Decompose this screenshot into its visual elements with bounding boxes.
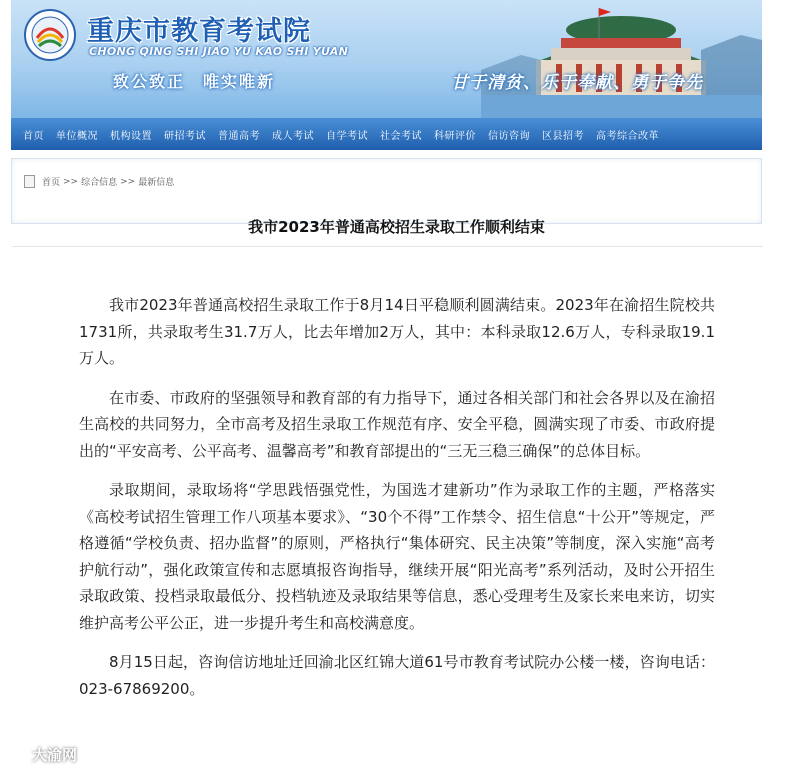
main-nav <box>11 118 762 150</box>
site-subtitle: CHONG QING SHI JIAO YU KAO SHI YUAN <box>89 45 349 58</box>
site-logo[interactable] <box>23 8 77 62</box>
watermark-text: 大渝网 <box>32 746 78 764</box>
nav-adult-exam[interactable]: 成人考试 <box>272 130 314 142</box>
title-divider <box>12 246 763 247</box>
article-paragraph: 8月15日起，咨询信访地址迁回渝北区红锦大道61号市教育考试院办公楼一楼，咨询电话：023-67869200。 <box>79 653 715 698</box>
article-paragraph: 在市委、市政府的坚强领导和教育部的有力指导下，通过各相关部门和社会各界以及在渝招生高校的共同努力，全市高考及招生录取工作规范有序、安全平稳，圆满实现了市委、市政府提出的“平安高考、公平高考、温馨高考”和教育部提出的“三无三稳三确保”的总体目标。 <box>79 388 715 460</box>
nav-graduate-exam[interactable]: 研招考试 <box>164 130 206 142</box>
breadcrumb-separator: >> <box>63 176 79 187</box>
watermark <box>8 744 77 765</box>
nav-unit-overview[interactable]: 单位概况 <box>56 130 98 142</box>
nav-social-exam[interactable]: 社会考试 <box>380 130 422 142</box>
nav-self-study-exam[interactable]: 自学考试 <box>326 130 368 142</box>
article-paragraph: 录取期间，录取场将“学思践悟强党性，为国选才建新功”作为录取工作的主题，严格落实《高校考试招生管理工作八项基本要求》、“30个不得”工作禁令、招生信息“十公开”等规定，严格遵循“学校负责、招办监督”的原则，严格执行“集体研究、民主决策”等制度，深入实施“高考护航行动”，强化政策宣传和志愿填报咨询指导，继续开展“阳光高考”系列活动，及时公开招生录取政策、投档录取最低分、投档轨迹及录取结果等信息，悉心受理考生及家长来电来访，切实维护高考公平公正，进一步提升考生和高校满意度。 <box>79 481 715 632</box>
document-icon <box>24 175 35 188</box>
article-body <box>79 292 715 715</box>
breadcrumb-separator: >> <box>120 176 136 187</box>
watermark-logo-icon <box>8 747 28 763</box>
article-title: 我市2023年普通高校招生录取工作顺利结束 <box>248 218 545 236</box>
motto-right: 甘于清贫、乐于奉献、勇于争先 <box>451 73 703 93</box>
building-illustration <box>481 0 762 118</box>
breadcrumb-latest-info[interactable]: 最新信息 <box>138 178 175 188</box>
nav-home[interactable]: 首页 <box>23 130 44 142</box>
nav-petition[interactable]: 信访咨询 <box>488 130 530 142</box>
page-frame <box>11 0 762 224</box>
motto-left: 致公致正 唯实唯新 <box>113 72 276 91</box>
article-paragraph: 我市2023年普通高校招生录取工作于8月14日平稳顺利圆满结束。2023年在渝招生院校共1731所，共录取考生31.7万人，比去年增加2万人，其中：本科录取12.6万人，专科录取19.1万人。 <box>79 296 715 367</box>
nav-organization[interactable]: 机构设置 <box>110 130 152 142</box>
site-banner <box>11 0 762 118</box>
nav-research[interactable]: 科研评价 <box>434 130 476 142</box>
nav-gaokao-reform[interactable]: 高考综合改革 <box>596 130 659 142</box>
breadcrumb-home[interactable]: 首页 <box>42 178 61 188</box>
breadcrumb-box <box>11 158 762 224</box>
nav-district-exam[interactable]: 区县招考 <box>542 130 584 142</box>
nav-gaokao[interactable]: 普通高考 <box>218 130 260 142</box>
site-title: 重庆市教育考试院 <box>87 16 311 47</box>
breadcrumb-general-info[interactable]: 综合信息 <box>81 178 118 188</box>
breadcrumb <box>24 175 174 188</box>
